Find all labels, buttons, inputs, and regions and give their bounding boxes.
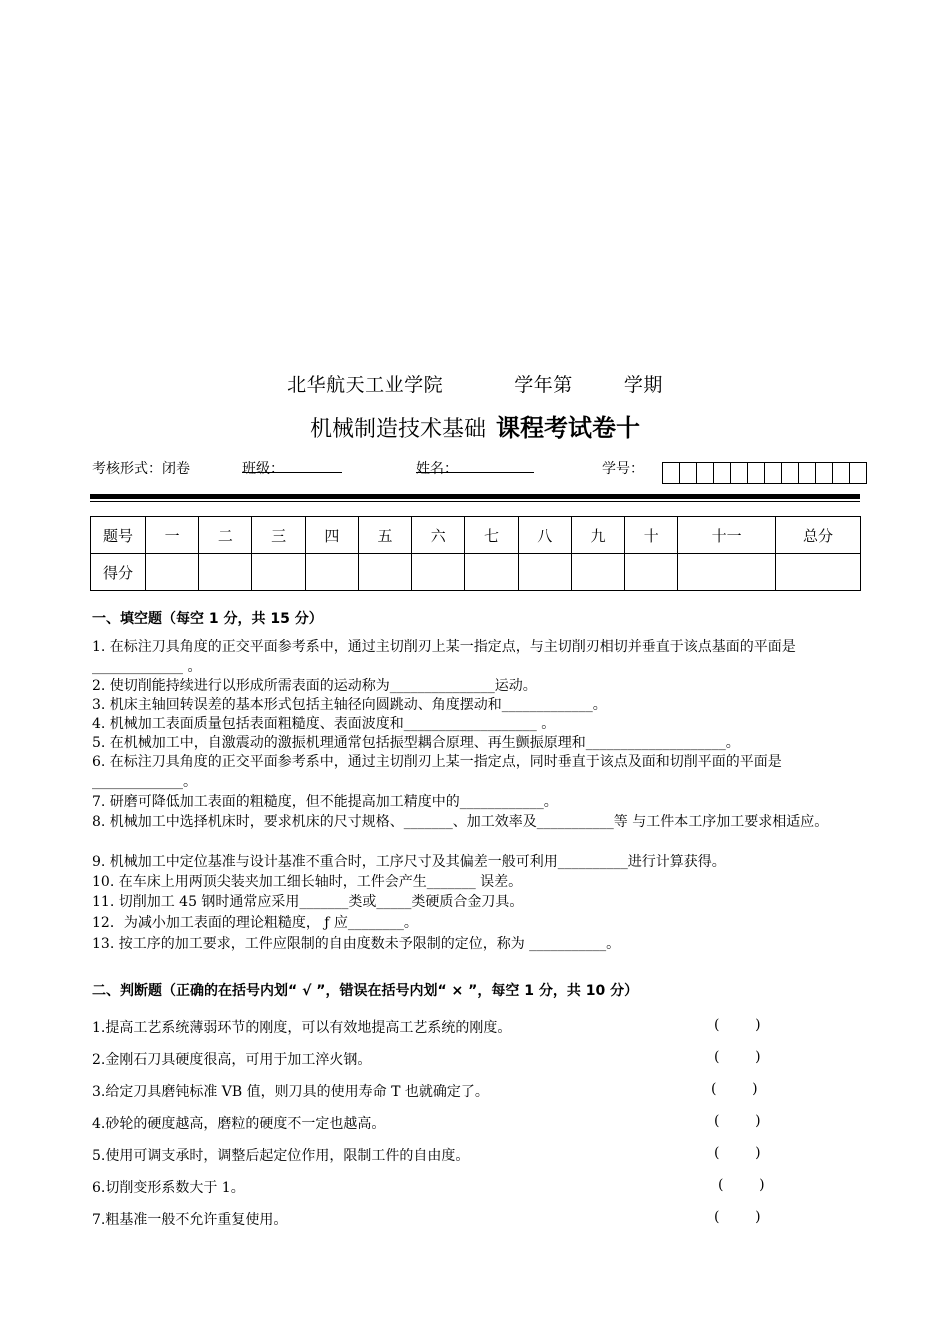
question-item: 13. 按工序的加工要求，工件应限制的自由度数未予限制的定位，称为 ___________。 [92,936,621,952]
question-item: 10. 在车床上用两顶尖装夹加工细长轴时，工件会产生_______ 误差。 [92,874,523,890]
answer-parentheses[interactable]: ( ) [711,1081,758,1097]
exam-header [0,370,950,397]
question-item: 2. 使切削能持续进行以形成所需表面的运动称为_______________运动。 [92,678,537,694]
question-item: 5. 在机械加工中，自激震动的激振机理通常包括振型耦合原理、再生颤振原理和____________________。 [92,735,740,751]
score-header-cell: 三 [252,517,305,554]
judgment-item: 3.给定刀具磨钝标准 VB 值，则刀具的使用寿命 T 也就确定了。 [92,1084,489,1100]
score-cell[interactable] [625,554,678,591]
answer-parentheses[interactable]: ( ) [714,1209,761,1225]
score-header-cell: 十一 [678,517,776,554]
score-cell[interactable] [678,554,776,591]
judgment-item: 6.切削变形系数大于 1。 [92,1180,245,1196]
score-header-cell: 总分 [776,517,861,554]
question-item: 8. 机械加工中选择机床时，要求机床的尺寸规格、_______、加工效率及___________等 与工件本工序加工要求相适应。 [92,814,829,830]
section-fill-in-title: 一、填空题（每空 1 分，共 15 分） [92,611,323,627]
year-label: 学年第 [514,374,573,396]
question-item: 7. 研磨可降低加工表面的粗糙度，但不能提高加工精度中的____________。 [92,794,558,810]
score-header-cell: 十 [625,517,678,554]
answer-parentheses[interactable]: ( ) [718,1177,765,1193]
score-header-cell: 一 [146,517,199,554]
answer-parentheses[interactable]: ( ) [714,1113,761,1129]
answer-parentheses[interactable]: ( ) [714,1145,761,1161]
score-header-cell: 九 [571,517,624,554]
score-cell[interactable] [465,554,518,591]
score-header-cell: 题号 [91,517,146,554]
course-name: 机械制造技术基础 [309,417,486,442]
name-blank[interactable] [416,458,534,473]
student-id-label: 学号： [602,461,644,477]
answer-parentheses[interactable]: ( ) [714,1017,761,1033]
question-item: 3. 机床主轴回转误差的基本形式包括主轴径向圆跳动、角度摆动和_____________。 [92,697,607,713]
question-item: 12．为减小加工表面的理论粗糙度， ƒ 应________。 [92,915,418,931]
score-header-cell: 七 [465,517,518,554]
score-cell[interactable] [146,554,199,591]
score-table-score-row [91,554,861,591]
score-cell[interactable] [776,554,861,591]
judgment-item: 7.粗基准一般不允许重复使用。 [92,1212,288,1228]
judgment-item: 1.提高工艺系统薄弱环节的刚度，可以有效地提高工艺系统的刚度。 [92,1020,512,1036]
score-header-cell: 四 [305,517,358,554]
score-table-header-row [91,517,861,554]
score-header-cell: 六 [412,517,465,554]
score-cell[interactable] [518,554,571,591]
class-blank[interactable] [242,458,342,473]
divider-thick [90,494,860,499]
score-header-cell: 八 [518,517,571,554]
score-header-cell: 二 [199,517,252,554]
question-item: 11. 切削加工 45 钢时通常应采用_______类或_____类硬质合金刀具。 [92,894,524,910]
score-cell[interactable] [252,554,305,591]
divider-thin [90,501,860,502]
term-label: 学期 [623,374,663,396]
score-table [90,516,861,591]
judgment-item: 4.砂轮的硬度越高，磨粒的硬度不一定也越高。 [92,1116,386,1132]
question-item: 1. 在标注刀具角度的正交平面参考系中，通过主切削刃上某一指定点，与主切削刃相切并垂直于该点基面的平面是_____________ 。 [92,639,796,675]
section-true-false-title: 二、判断题（正确的在括号内划“ √ ”，错误在括号内划“ × ”，每空 1 分，共 10 分） [92,983,639,999]
student-id-boxes[interactable] [662,462,867,484]
score-cell[interactable] [412,554,465,591]
school-name: 北华航天工业学院 [287,374,444,396]
score-cell[interactable] [305,554,358,591]
course-title-line [0,408,950,443]
exam-form: 考核形式：闭卷 [92,461,190,477]
question-item: 9. 机械加工中定位基准与设计基准不重合时，工序尺寸及其偏差一般可利用__________进行计算获得。 [92,854,726,870]
score-row-label: 得分 [91,554,146,591]
score-cell[interactable] [358,554,411,591]
score-cell[interactable] [571,554,624,591]
exam-title: 课程考试卷十 [496,413,640,442]
score-cell[interactable] [199,554,252,591]
question-item: 6. 在标注刀具角度的正交平面参考系中，通过主切削刃上某一指定点，同时垂直于该点及面和切削平面的平面是_____________。 [92,754,782,790]
question-item: 4. 机械加工表面质量包括表面粗糙度、表面波度和___________________ 。 [92,716,556,732]
judgment-item: 2.金刚石刀具硬度很高，可用于加工淬火钢。 [92,1052,372,1068]
judgment-item: 5.使用可调支承时，调整后起定位作用，限制工件的自由度。 [92,1148,470,1164]
answer-parentheses[interactable]: ( ) [714,1049,761,1065]
score-header-cell: 五 [358,517,411,554]
